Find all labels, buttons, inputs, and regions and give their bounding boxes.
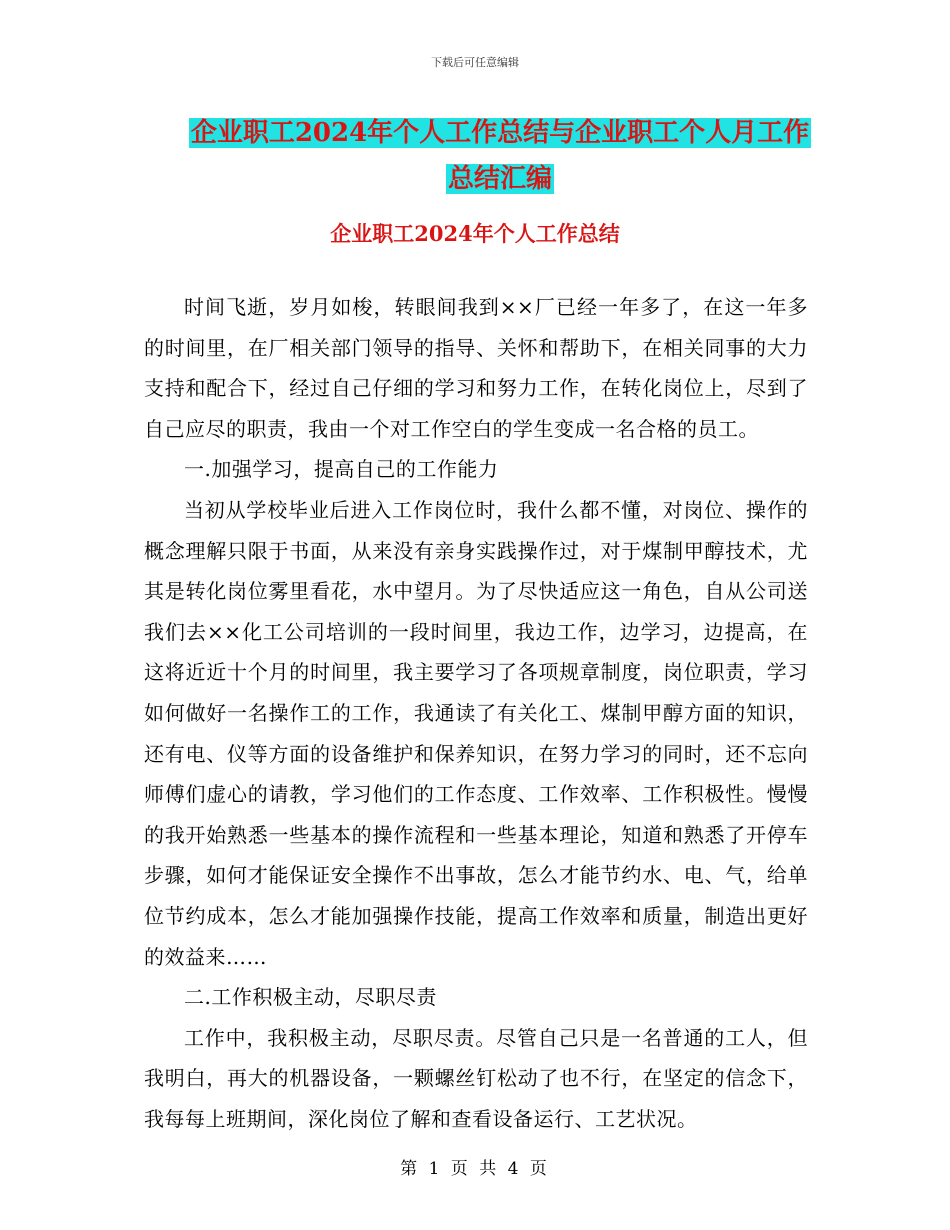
document-body: [144, 287, 808, 1139]
paragraph-proactive: 工作中，我积极主动，尽职尽责。尽管自己只是一名普通的工人，但我明白，再大的机器设备，一颗螺丝钉松动了也不行，在坚定的信念下，我每每上班期间，深化岗位了解和查看设备运行、工艺状况。: [144, 1025, 808, 1131]
header-note: 下载后可任意编辑: [431, 56, 519, 69]
heading-learning: 一.加强学习，提高自己的工作能力: [184, 457, 499, 482]
paragraph-intro: 时间飞逝，岁月如梭，转眼间我到××厂已经一年多了，在这一年多的时间里，在厂相关部门领导的指导、关怀和帮助下，在相关同事的大力支持和配合下，经过自己仔细的学习和努力工作，在转化岗位上，尽到了自己应尽的职责，我由一个对工作空白的学生变成一名合格的员工。: [144, 295, 808, 441]
section-title: 企业职工2024年个人工作总结: [330, 221, 620, 246]
heading-proactive: 二.工作积极主动，尽职尽责: [184, 985, 437, 1010]
document-title-line-2: 总结汇编: [447, 164, 552, 194]
page-footer: 第 1 页 共 4 页: [400, 1159, 550, 1179]
document-title-line-1: 企业职工2024年个人工作总结与企业职工个人月工作: [190, 118, 810, 148]
paragraph-learning: 当初从学校毕业后进入工作岗位时，我什么都不懂，对岗位、操作的概念理解只限于书面，从来没有亲身实践操作过，对于煤制甲醇技术，尤其是转化岗位雾里看花，水中望月。为了尽快适应这一角色，自从公司送我们去××化工公司培训的一段时间里，我边工作，边学习，边提高，在这将近近十个月的时间里，我主要学习了各项规章制度，岗位职责，学习如何做好一名操作工的工作，我通读了有关化工、煤制甲醇方面的知识，还有电、仪等方面的设备维护和保养知识，在努力学习的同时，还不忘向师傅们虚心的请教，学习他们的工作态度、工作效率、工作积极性。慢慢的我开始熟悉一些基本的操作流程和一些基本理论，知道和熟悉了开停车步骤，如何才能保证安全操作不出事故，怎么才能节约水、电、气，给单位节约成本，怎么才能加强操作技能，提高工作效率和质量，制造出更好的效益来……: [144, 497, 808, 969]
document-title: [150, 110, 850, 202]
